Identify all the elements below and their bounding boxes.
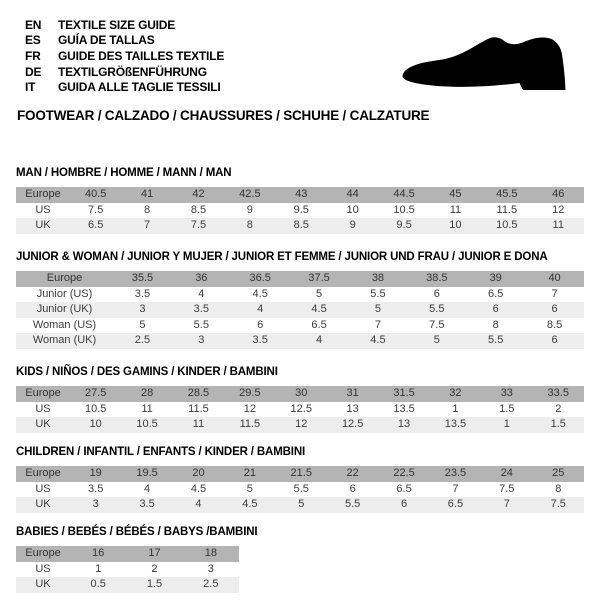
size-value: 5.5 xyxy=(466,333,525,349)
size-table-babies xyxy=(16,546,239,593)
size-value: 9.5 xyxy=(276,203,327,219)
size-value: 4 xyxy=(172,287,231,303)
size-value: 20 xyxy=(173,466,224,482)
size-value: 5 xyxy=(113,318,172,334)
size-value: 12.5 xyxy=(327,417,378,433)
size-value: 39 xyxy=(466,271,525,287)
size-table-junior-woman xyxy=(16,271,584,349)
table-row xyxy=(16,482,584,498)
row-label: Junior (UK) xyxy=(16,302,113,318)
size-value: 10 xyxy=(327,203,378,219)
size-value: 5 xyxy=(290,287,349,303)
size-value: 5.5 xyxy=(276,482,327,498)
size-value: 42.5 xyxy=(224,187,275,203)
size-value: 7.5 xyxy=(533,497,584,513)
size-value: 7.5 xyxy=(481,482,532,498)
size-value: 8 xyxy=(466,318,525,334)
language-title: GUIDA ALLE TAGLIE TESSILI xyxy=(58,80,221,95)
size-value: 7 xyxy=(525,287,584,303)
section-title-babies: BABIES / BEBÉS / BÉBÉS / BABYS /BAMBINI xyxy=(16,526,258,538)
size-value: 3 xyxy=(172,333,231,349)
size-value: 3 xyxy=(183,562,239,578)
row-label: Europe xyxy=(16,187,70,203)
language-row-it xyxy=(25,79,224,95)
table-header-row xyxy=(16,187,584,203)
language-row-en xyxy=(25,17,224,33)
size-value: 3.5 xyxy=(172,302,231,318)
size-value: 11 xyxy=(121,402,172,418)
size-value: 17 xyxy=(126,546,182,562)
language-title: GUIDE DES TAILLES TEXTILE xyxy=(58,48,225,63)
row-label: US xyxy=(16,402,70,418)
size-value: 38 xyxy=(349,271,408,287)
size-value: 5 xyxy=(349,302,408,318)
size-value: 33 xyxy=(481,386,532,402)
size-value: 2.5 xyxy=(113,333,172,349)
size-value: 25 xyxy=(533,466,584,482)
size-value: 10 xyxy=(430,218,481,234)
table-header-row xyxy=(16,546,239,562)
size-value: 41 xyxy=(121,187,172,203)
size-value: 6 xyxy=(327,482,378,498)
size-value: 45 xyxy=(430,187,481,203)
size-value: 6.5 xyxy=(378,482,429,498)
size-value: 44.5 xyxy=(378,187,429,203)
size-value: 6.5 xyxy=(290,318,349,334)
size-value: 42 xyxy=(173,187,224,203)
size-value: 3 xyxy=(70,497,121,513)
row-label: UK xyxy=(16,577,70,593)
size-value: 2.5 xyxy=(183,577,239,593)
size-value: 11.5 xyxy=(481,203,532,219)
table-header-row xyxy=(16,271,584,287)
size-value: 12.5 xyxy=(276,402,327,418)
size-value: 43 xyxy=(276,187,327,203)
size-value: 4 xyxy=(121,482,172,498)
size-value: 19.5 xyxy=(121,466,172,482)
size-value: 44 xyxy=(327,187,378,203)
row-label: Junior (US) xyxy=(16,287,113,303)
section-title-children: CHILDREN / INFANTIL / ENFANTS / KINDER / BAMBINI xyxy=(16,446,306,458)
size-value: 7.5 xyxy=(407,318,466,334)
language-code: DE xyxy=(25,64,42,79)
size-value: 12 xyxy=(224,402,275,418)
size-value: 6 xyxy=(378,497,429,513)
size-tables xyxy=(16,166,584,600)
size-value: 22 xyxy=(327,466,378,482)
size-value: 8.5 xyxy=(276,218,327,234)
size-value: 6 xyxy=(466,302,525,318)
size-value: 11 xyxy=(533,218,584,234)
size-value: 7.5 xyxy=(173,218,224,234)
size-value: 5.5 xyxy=(407,302,466,318)
size-value: 8.5 xyxy=(525,318,584,334)
size-value: 6.5 xyxy=(430,497,481,513)
size-value: 30 xyxy=(276,386,327,402)
row-label: UK xyxy=(16,497,70,513)
size-value: 7 xyxy=(430,482,481,498)
section-babies xyxy=(16,525,584,593)
size-value: 4.5 xyxy=(290,302,349,318)
row-label: UK xyxy=(16,218,70,234)
row-label: UK xyxy=(16,417,70,433)
size-value: 46 xyxy=(533,187,584,203)
size-value: 36 xyxy=(172,271,231,287)
size-value: 13 xyxy=(378,417,429,433)
size-value: 5.5 xyxy=(172,318,231,334)
table-row xyxy=(16,333,584,349)
section-title-kids: KIDS / NIÑOS / DES GAMINS / KINDER / BAMBINI xyxy=(16,366,278,378)
table-row xyxy=(16,417,584,433)
size-value: 4.5 xyxy=(224,497,275,513)
size-value: 9 xyxy=(327,218,378,234)
size-value: 5.5 xyxy=(327,497,378,513)
section-children xyxy=(16,445,584,513)
size-table-kids xyxy=(16,386,584,433)
size-value: 3 xyxy=(113,302,172,318)
size-value: 4 xyxy=(231,302,290,318)
language-title: TEXTILGRÖßENFÜHRUNG xyxy=(58,64,207,79)
size-value: 4 xyxy=(290,333,349,349)
size-value: 36.5 xyxy=(231,271,290,287)
size-value: 6 xyxy=(525,333,584,349)
size-value: 4.5 xyxy=(173,482,224,498)
size-value: 9 xyxy=(224,203,275,219)
row-label: Europe xyxy=(16,386,70,402)
language-title-list xyxy=(25,17,224,95)
size-value: 6 xyxy=(231,318,290,334)
size-value: 45.5 xyxy=(481,187,532,203)
size-value: 1 xyxy=(481,417,532,433)
size-value: 11 xyxy=(173,417,224,433)
size-value: 2 xyxy=(533,402,584,418)
size-table-children xyxy=(16,466,584,513)
size-value: 24 xyxy=(481,466,532,482)
size-value: 18 xyxy=(183,546,239,562)
size-value: 7 xyxy=(349,318,408,334)
size-value: 3.5 xyxy=(70,482,121,498)
size-value: 10.5 xyxy=(70,402,121,418)
size-value: 22.5 xyxy=(378,466,429,482)
size-value: 8 xyxy=(533,482,584,498)
table-header-row xyxy=(16,466,584,482)
size-value: 16 xyxy=(70,546,126,562)
size-value: 40.5 xyxy=(70,187,121,203)
size-value: 6.5 xyxy=(466,287,525,303)
size-value: 5 xyxy=(407,333,466,349)
size-value: 23.5 xyxy=(430,466,481,482)
size-value: 21.5 xyxy=(276,466,327,482)
language-title: TEXTILE SIZE GUIDE xyxy=(58,17,176,32)
size-value: 5 xyxy=(224,482,275,498)
size-value: 6 xyxy=(525,302,584,318)
size-value: 7 xyxy=(121,218,172,234)
size-value: 1 xyxy=(70,562,126,578)
language-code: IT xyxy=(25,80,36,95)
category-heading: FOOTWEAR / CALZADO / CHAUSSURES / SCHUHE / CALZATURE xyxy=(17,108,430,123)
size-value: 28 xyxy=(121,386,172,402)
language-row-fr xyxy=(25,48,224,64)
size-value: 13.5 xyxy=(430,417,481,433)
row-label: Europe xyxy=(16,466,70,482)
size-value: 31 xyxy=(327,386,378,402)
size-value: 5.5 xyxy=(349,287,408,303)
size-value: 10 xyxy=(70,417,121,433)
section-kids xyxy=(16,365,584,433)
row-label: Europe xyxy=(16,271,113,287)
size-value: 19 xyxy=(70,466,121,482)
row-label: US xyxy=(16,203,70,219)
language-code: EN xyxy=(25,17,42,32)
size-value: 1 xyxy=(430,402,481,418)
size-value: 10.5 xyxy=(481,218,532,234)
size-value: 8 xyxy=(224,218,275,234)
size-value: 21 xyxy=(224,466,275,482)
section-title-man: MAN / HOMBRE / HOMME / MANN / MAN xyxy=(16,167,232,179)
size-value: 27.5 xyxy=(70,386,121,402)
size-value: 31.5 xyxy=(378,386,429,402)
row-label: Woman (US) xyxy=(16,318,113,334)
size-value: 3.5 xyxy=(121,497,172,513)
size-value: 13 xyxy=(327,402,378,418)
row-label: US xyxy=(16,562,70,578)
size-value: 28.5 xyxy=(173,386,224,402)
size-value: 33.5 xyxy=(533,386,584,402)
language-code: ES xyxy=(25,33,41,48)
table-row xyxy=(16,287,584,303)
row-label: US xyxy=(16,482,70,498)
table-header-row xyxy=(16,386,584,402)
size-value: 6.5 xyxy=(70,218,121,234)
section-junior-woman xyxy=(16,250,584,349)
size-value: 0.5 xyxy=(70,577,126,593)
language-row-es xyxy=(25,33,224,49)
size-value: 7 xyxy=(481,497,532,513)
size-value: 1.5 xyxy=(126,577,182,593)
size-value: 7.5 xyxy=(70,203,121,219)
table-row xyxy=(16,562,239,578)
table-row xyxy=(16,302,584,318)
size-value: 12 xyxy=(276,417,327,433)
size-table-man xyxy=(16,187,584,234)
size-value: 2 xyxy=(126,562,182,578)
size-value: 6 xyxy=(407,287,466,303)
size-value: 37.5 xyxy=(290,271,349,287)
size-value: 4 xyxy=(173,497,224,513)
table-row xyxy=(16,218,584,234)
table-row xyxy=(16,402,584,418)
size-value: 1.5 xyxy=(481,402,532,418)
size-value: 40 xyxy=(525,271,584,287)
size-value: 4.5 xyxy=(349,333,408,349)
table-row xyxy=(16,577,239,593)
size-value: 10.5 xyxy=(378,203,429,219)
size-value: 38.5 xyxy=(407,271,466,287)
section-title-junior-woman: JUNIOR & WOMAN / JUNIOR Y MUJER / JUNIOR ET FEMME / JUNIOR UND FRAU / JUNIOR E DONA xyxy=(16,251,548,263)
size-value: 10.5 xyxy=(121,417,172,433)
language-code: FR xyxy=(25,48,41,63)
dress-shoe-icon xyxy=(399,32,574,95)
size-value: 12 xyxy=(533,203,584,219)
size-value: 8 xyxy=(121,203,172,219)
size-value: 4.5 xyxy=(231,287,290,303)
size-value: 9.5 xyxy=(378,218,429,234)
language-row-de xyxy=(25,64,224,80)
row-label: Woman (UK) xyxy=(16,333,113,349)
row-label: Europe xyxy=(16,546,70,562)
size-value: 32 xyxy=(430,386,481,402)
table-row xyxy=(16,497,584,513)
size-value: 13.5 xyxy=(378,402,429,418)
size-value: 1.5 xyxy=(533,417,584,433)
size-value: 11.5 xyxy=(173,402,224,418)
size-value: 11 xyxy=(430,203,481,219)
table-row xyxy=(16,203,584,219)
size-value: 3.5 xyxy=(231,333,290,349)
size-value: 11.5 xyxy=(224,417,275,433)
language-title: GUÍA DE TALLAS xyxy=(58,33,155,48)
size-value: 8.5 xyxy=(173,203,224,219)
size-value: 3.5 xyxy=(113,287,172,303)
size-value: 5 xyxy=(276,497,327,513)
size-value: 35.5 xyxy=(113,271,172,287)
table-row xyxy=(16,318,584,334)
section-man xyxy=(16,166,584,234)
size-value: 29.5 xyxy=(224,386,275,402)
